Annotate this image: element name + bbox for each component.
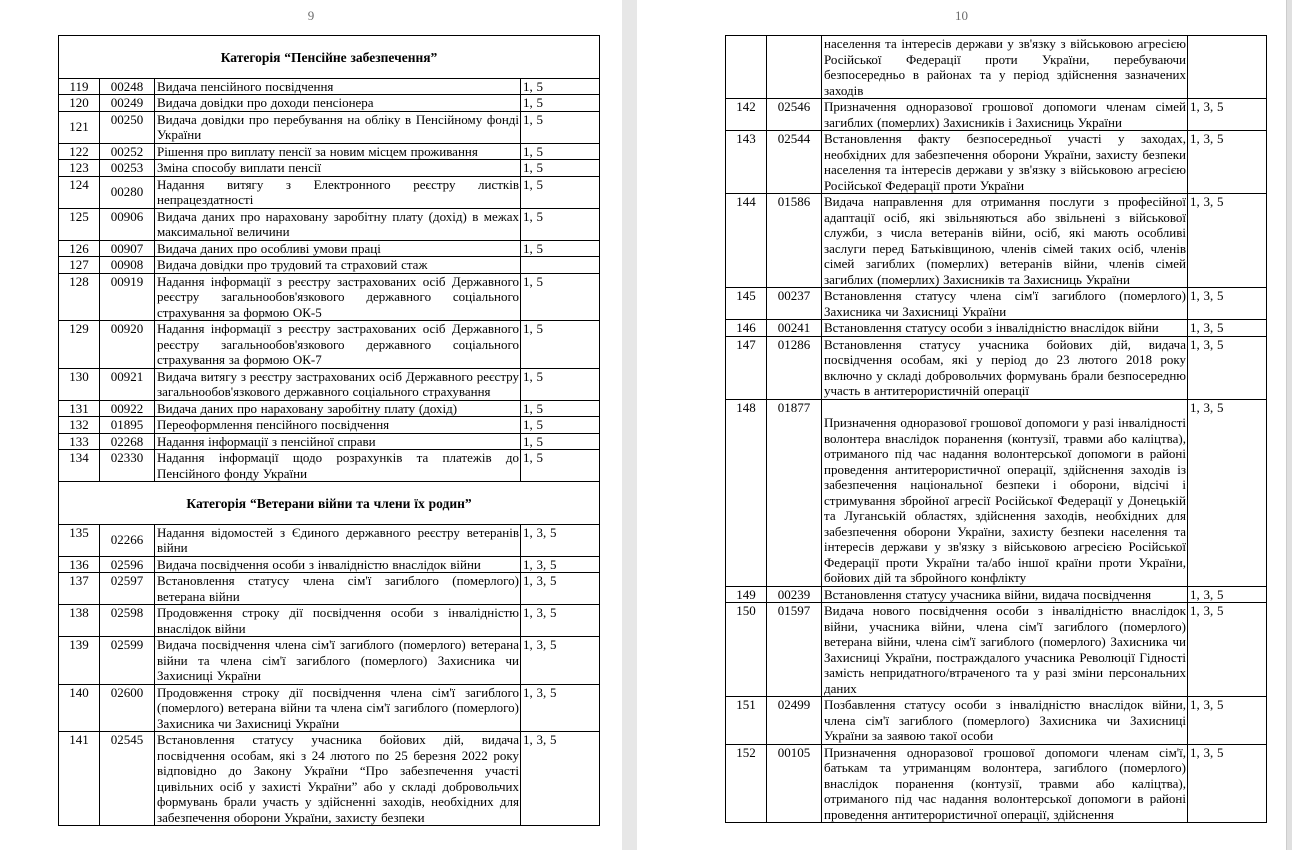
service-channels-cell: 1, 5 — [521, 240, 600, 257]
service-code-cell: 00248 — [100, 78, 155, 95]
service-row — [59, 556, 600, 573]
service-channels-cell: 1, 3, 5 — [1188, 744, 1267, 823]
service-row — [726, 399, 1267, 586]
row-number-cell: 126 — [59, 240, 100, 257]
service-channels-cell: 1, 5 — [521, 321, 600, 369]
service-description-cell: Встановлення статусу особи з інвалідністю внаслідок війни — [822, 320, 1188, 337]
service-row — [726, 131, 1267, 194]
service-row — [726, 603, 1267, 697]
service-description-cell: Призначення одноразової грошової допомоги членам сім'ї, батькам та утриманцям волонтера, загиблого (померлого) внаслідок поранення (контузії, травми або каліцтва), отриманого під час надання волонтерської допомоги в районі проведення антитерористичної операції, здійснення — [822, 744, 1188, 823]
service-description-cell: Надання витягу з Електронного реєстру листків непрацездатності — [155, 176, 521, 208]
service-code-cell — [767, 36, 822, 99]
service-code-cell: 00105 — [767, 744, 822, 823]
service-channels-cell: 1, 3, 5 — [521, 637, 600, 685]
service-code-cell: 00253 — [100, 160, 155, 177]
service-code-cell: 00280 — [100, 176, 155, 208]
row-number-cell: 136 — [59, 556, 100, 573]
service-channels-cell: 1, 3, 5 — [521, 684, 600, 732]
service-code-cell: 00919 — [100, 273, 155, 321]
service-description-cell: Продовження строку дії посвідчення члена сім'ї загиблого (померлого) ветерана війни та члена сім'ї загиблого (померлого) Захисника чи Захисниці України — [155, 684, 521, 732]
service-row — [59, 573, 600, 605]
vertical-scrollbar[interactable] — [1286, 0, 1292, 850]
row-number-cell: 146 — [726, 320, 767, 337]
category-title: Категорія “Ветерани війни та члени їх родин” — [59, 482, 600, 525]
page-gap — [622, 0, 637, 850]
row-number-cell — [726, 36, 767, 99]
service-row — [59, 273, 600, 321]
row-number-cell: 138 — [59, 605, 100, 637]
service-channels-cell: 1, 3, 5 — [1188, 336, 1267, 399]
service-description-cell: Видача даних про особливі умови праці — [155, 240, 521, 257]
service-channels-cell: 1, 5 — [521, 160, 600, 177]
service-description-cell: Видача нового посвідчення особи з інвалідністю внаслідок війни, учасника війни, члена сім'ї загиблого (померлого) ветерана війни, члена сім'ї загиблого (померлого) Захисника чи Захисниці України, постраждалого учасника Революції Гідності замість непридатного/втраченого та у разі зміни персональних даних — [822, 603, 1188, 697]
service-channels-cell: 1, 3, 5 — [1188, 99, 1267, 131]
service-channels-cell: 1, 3, 5 — [1188, 194, 1267, 288]
service-channels-cell: 1, 3, 5 — [521, 524, 600, 556]
service-row — [726, 320, 1267, 337]
service-description-cell: Встановлення статусу члена сім'ї загиблого (померлого) ветерана війни — [155, 573, 521, 605]
service-description-cell: Видача довідки про доходи пенсіонера — [155, 95, 521, 112]
service-channels-cell: 1, 3, 5 — [1188, 320, 1267, 337]
service-channels-cell: 1, 5 — [521, 368, 600, 400]
service-channels-cell: 1, 3, 5 — [1188, 399, 1267, 586]
service-description-cell: Переоформлення пенсійного посвідчення — [155, 417, 521, 434]
service-channels-cell: 1, 3, 5 — [1188, 586, 1267, 603]
row-number-cell: 148 — [726, 399, 767, 586]
row-number-cell: 149 — [726, 586, 767, 603]
row-number-cell: 128 — [59, 273, 100, 321]
service-row — [726, 288, 1267, 320]
service-code-cell: 00241 — [767, 320, 822, 337]
service-code-cell: 00250 — [100, 111, 155, 143]
service-description-cell: Зміна способу виплати пенсії — [155, 160, 521, 177]
service-description-cell — [822, 399, 1188, 586]
service-channels-cell: 1, 3, 5 — [521, 556, 600, 573]
service-row — [59, 95, 600, 112]
service-row — [726, 99, 1267, 131]
row-number-cell: 150 — [726, 603, 767, 697]
row-number-cell: 132 — [59, 417, 100, 434]
service-code-cell: 01586 — [767, 194, 822, 288]
service-code-cell: 00237 — [767, 288, 822, 320]
service-description-cell: Видача пенсійного посвідчення — [155, 78, 521, 95]
service-row — [59, 433, 600, 450]
row-number-cell: 127 — [59, 257, 100, 274]
service-description-cell: Надання інформації з пенсійної справи — [155, 433, 521, 450]
service-row — [726, 586, 1267, 603]
service-code-cell: 02546 — [767, 99, 822, 131]
page-number: 10 — [955, 8, 968, 23]
service-description-cell: населення та інтересів держави у зв'язку з військовою агресією Російської Федерації проти України, перебуваючи безпосередньо в районах та у період здійснення зазначених заходів — [822, 36, 1188, 99]
service-channels-cell: 1, 3, 5 — [1188, 288, 1267, 320]
services-table-page-9 — [58, 35, 600, 826]
service-code-cell: 00907 — [100, 240, 155, 257]
service-channels-cell: 1, 3, 5 — [1188, 697, 1267, 745]
service-channels-cell: 1, 5 — [521, 208, 600, 240]
service-code-cell: 02596 — [100, 556, 155, 573]
row-number-cell: 135 — [59, 524, 100, 556]
service-row — [59, 417, 600, 434]
service-code-cell: 01597 — [767, 603, 822, 697]
service-description-cell: Встановлення статусу члена сім'ї загиблого (померлого) Захисника чи Захисниці України — [822, 288, 1188, 320]
service-code-cell: 02599 — [100, 637, 155, 685]
service-row — [726, 336, 1267, 399]
service-code-cell: 02268 — [100, 433, 155, 450]
row-number-cell: 124 — [59, 176, 100, 208]
service-description-cell: Видача посвідчення особи з інвалідністю внаслідок війни — [155, 556, 521, 573]
service-code-cell: 02544 — [767, 131, 822, 194]
service-channels-cell: 1, 5 — [521, 176, 600, 208]
service-channels-cell: 1, 3, 5 — [521, 605, 600, 637]
service-channels-cell: 1, 5 — [521, 95, 600, 112]
service-code-cell: 01895 — [100, 417, 155, 434]
service-code-cell: 00239 — [767, 586, 822, 603]
service-description-cell: Встановлення факту безпосередньої участі у заходах, необхідних для забезпечення оборони України, захисту безпеки населення та інтересів держави у зв'язку з військовою агресією Російської Федерації проти України — [822, 131, 1188, 194]
service-row — [59, 208, 600, 240]
page-number: 9 — [307, 8, 315, 23]
service-code-cell: 00920 — [100, 321, 155, 369]
service-code-cell: 01877 — [767, 399, 822, 586]
row-number-cell: 147 — [726, 336, 767, 399]
service-row — [59, 605, 600, 637]
service-channels-cell: 1, 5 — [521, 450, 600, 482]
service-code-cell: 02330 — [100, 450, 155, 482]
service-row — [59, 321, 600, 369]
service-row — [59, 257, 600, 274]
service-description-cell: Встановлення статусу учасника бойових дій, видача посвідчення особам, які з 24 лютого по 25 березня 2022 року відповідно до Закону України “Про забезпечення участі цивільних осіб у захисті України” або у складі добровольчих формувань брали участь у здійсненні заходів, необхідних для забезпечення оборони України, захисту безпеки — [155, 732, 521, 826]
service-channels-cell: 1, 3, 5 — [521, 573, 600, 605]
service-row — [726, 744, 1267, 823]
row-number-cell: 142 — [726, 99, 767, 131]
row-number-cell: 131 — [59, 400, 100, 417]
service-description-text: Призначення одноразової грошової допомоги у разі інвалідності волонтера внаслідок поранення (контузії, травми або каліцтва), отриманого під час надання волонтерської допомоги в районі проведення антитерористичної операції, здійснення заходів із забезпечення національної безпеки і оборони, відсічі і стримування збройної агресії Російської Федерації у Донецькій та Луганській областях, здійснення заходів, необхідних для забезпечення оборони України, захисту безпеки населення та інтересів держави у зв'язку з військовою агресією Російської Федерації проти України та/або іншої країни проти України, бойових дій та збройного конфлікту — [824, 415, 1186, 585]
row-number-cell: 140 — [59, 684, 100, 732]
service-code-cell: 00922 — [100, 400, 155, 417]
service-row — [59, 732, 600, 826]
service-description-cell: Надання інформації щодо розрахунків та платежів до Пенсійного фонду України — [155, 450, 521, 482]
row-number-cell: 123 — [59, 160, 100, 177]
service-code-cell: 02545 — [100, 732, 155, 826]
row-number-cell: 120 — [59, 95, 100, 112]
service-channels-cell: 1, 5 — [521, 78, 600, 95]
services-table-page-10 — [725, 35, 1267, 823]
row-number-cell: 141 — [59, 732, 100, 826]
service-channels-cell: 1, 5 — [521, 417, 600, 434]
service-description-cell: Видача довідки про перебування на обліку в Пенсійному фонді України — [155, 111, 521, 143]
row-number-cell: 134 — [59, 450, 100, 482]
blank-line — [824, 400, 1186, 416]
row-number-cell: 145 — [726, 288, 767, 320]
row-number-cell: 152 — [726, 744, 767, 823]
service-description-cell: Рішення про виплату пенсії за новим місцем проживання — [155, 143, 521, 160]
service-row — [59, 160, 600, 177]
service-code-cell: 00249 — [100, 95, 155, 112]
row-number-cell: 119 — [59, 78, 100, 95]
service-row — [59, 400, 600, 417]
service-row — [59, 637, 600, 685]
service-row — [726, 697, 1267, 745]
service-description-cell: Встановлення статусу учасника бойових дій, видача посвідчення особам, які у період до 23 лютого 2018 року включно у складі добровольчих формувань брали безпосередню участь в антитерористичній операції — [822, 336, 1188, 399]
service-channels-cell: 1, 5 — [521, 433, 600, 450]
service-row — [59, 524, 600, 556]
service-description-cell: Надання відомостей з Єдиного державного реєстру ветеранів війни — [155, 524, 521, 556]
service-code-cell: 00921 — [100, 368, 155, 400]
service-description-cell: Продовження строку дії посвідчення особи з інвалідністю внаслідок війни — [155, 605, 521, 637]
row-number-cell: 139 — [59, 637, 100, 685]
service-description-cell: Видача даних про нараховану заробітну плату (дохід) в межах максимальної величини — [155, 208, 521, 240]
service-code-cell: 00252 — [100, 143, 155, 160]
service-channels-cell — [521, 257, 600, 274]
service-row — [59, 111, 600, 143]
service-description-cell: Видача даних про нараховану заробітну плату (дохід) — [155, 400, 521, 417]
service-channels-cell: 1, 5 — [521, 143, 600, 160]
row-number-cell: 122 — [59, 143, 100, 160]
service-row — [59, 240, 600, 257]
service-row — [59, 684, 600, 732]
row-number-cell: 130 — [59, 368, 100, 400]
service-code-cell: 00908 — [100, 257, 155, 274]
service-channels-cell: 1, 3, 5 — [1188, 603, 1267, 697]
row-number-cell: 121 — [59, 111, 100, 143]
service-description-cell: Видача направлення для отримання послуги з професійної адаптації осіб, які звільняються або звільнені з військової служби, з числа ветеранів війни, осіб, які мають особливі заслуги перед Батьківщиною, членів сімей таких осіб, членів сімей загиблих (померлих) ветеранів війни, членів сімей загиблих (померлих) Захисників та Захисниць України — [822, 194, 1188, 288]
row-number-cell: 144 — [726, 194, 767, 288]
service-channels-cell: 1, 5 — [521, 273, 600, 321]
service-channels-cell: 1, 5 — [521, 400, 600, 417]
service-description-cell: Надання інформації з реєстру застрахованих осіб Державного реєстру загальнообов'язкового державного соціального страхування за формою ОК-5 — [155, 273, 521, 321]
service-row — [726, 194, 1267, 288]
row-number-cell: 143 — [726, 131, 767, 194]
service-code-cell: 02266 — [100, 524, 155, 556]
service-description-cell: Видача витягу з реєстру застрахованих осіб Державного реєстру загальнообов'язкового державного соціального страхування — [155, 368, 521, 400]
row-number-cell: 151 — [726, 697, 767, 745]
service-channels-cell: 1, 3, 5 — [1188, 131, 1267, 194]
service-description-cell: Позбавлення статусу особи з інвалідністю внаслідок війни, члена сім'ї загиблого (померлого) Захисника чи Захисниці України за заявою такої особи — [822, 697, 1188, 745]
service-code-cell: 02597 — [100, 573, 155, 605]
service-row — [59, 143, 600, 160]
row-number-cell: 125 — [59, 208, 100, 240]
service-code-cell: 02600 — [100, 684, 155, 732]
service-row — [59, 450, 600, 482]
service-description-cell: Встановлення статусу учасника війни, видача посвідчення — [822, 586, 1188, 603]
service-code-cell: 02499 — [767, 697, 822, 745]
service-description-cell: Призначення одноразової грошової допомоги членам сімей загиблих (померлих) Захисників і Захисниць України — [822, 99, 1188, 131]
category-header-row — [59, 36, 600, 79]
service-description-cell: Видача посвідчення члена сім'ї загиблого (померлого) ветерана війни та члена сім'ї загиблого (померлого) Захисника чи Захисниці України — [155, 637, 521, 685]
service-description-cell: Видача довідки про трудовий та страховий стаж — [155, 257, 521, 274]
service-description-cell: Надання інформації з реєстру застрахованих осіб Державного реєстру загальнообов'язкового державного соціального страхування за формою ОК-7 — [155, 321, 521, 369]
service-code-cell: 00906 — [100, 208, 155, 240]
page-10 — [637, 0, 1286, 850]
row-number-cell: 129 — [59, 321, 100, 369]
service-code-cell: 02598 — [100, 605, 155, 637]
page-9 — [0, 0, 622, 850]
row-number-cell: 133 — [59, 433, 100, 450]
service-channels-cell: 1, 5 — [521, 111, 600, 143]
service-channels-cell — [1188, 36, 1267, 99]
service-channels-cell: 1, 3, 5 — [521, 732, 600, 826]
row-number-cell: 137 — [59, 573, 100, 605]
service-row — [59, 176, 600, 208]
service-row — [59, 78, 600, 95]
category-title: Категорія “Пенсійне забезпечення” — [59, 36, 600, 79]
service-row — [726, 36, 1267, 99]
service-code-cell: 01286 — [767, 336, 822, 399]
category-header-row — [59, 482, 600, 525]
service-row — [59, 368, 600, 400]
